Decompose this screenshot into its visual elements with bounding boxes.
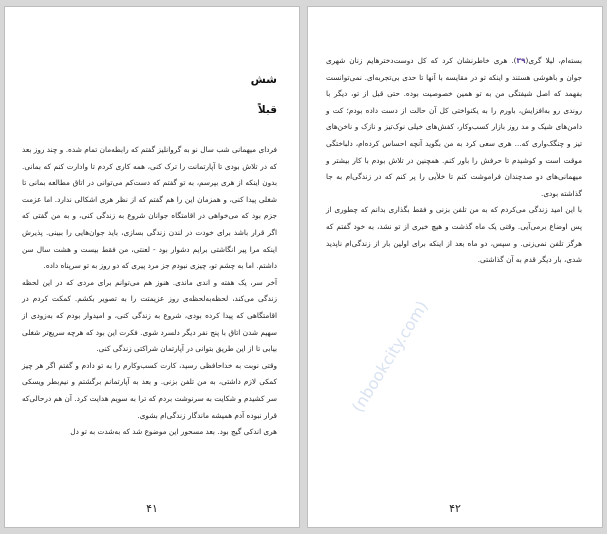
left-paragraph-2: آخر سر، یک هفته و اندی ماندی. هنوز هم می‌توانم برای مردی که در این لحظه زندگی می‌کند، لحظه‌به‌لحظه‌ی روز عزیمتت را به تصویر بکشم. کمکت کردم در اقامتگاهی که پیدا کرده بودی، شروع به زندگی کنی، و امیدوار بودم که به‌زودی از سهیم شدن اتاق با پنج نفر دیگر دلسرد شوی. فکرت این بود که هرچه سریع‌تر شغلی بیابی تا از این طریق بتوانی در آپارتمان شراکتی زندگی کنی. [22,277,277,354]
footnote-marker[interactable]: ۳۹ [516,56,526,65]
left-page-number: ۴۱ [146,502,158,515]
right-page-body [326,53,582,269]
left-paragraph-4: هری اندکی گیج بود. بعد مسحور این موضوع شد که به‌شدت به تو دل [70,427,277,437]
right-paragraph-1-start: بسته‌ام، لیلا گری( [525,56,583,65]
right-paragraph-2: با این امید زندگی می‌کردم که به من تلفن بزنی و فقط بگذاری بدانم که چطوری از پس اوضاع برمی‌آیی. وقتی یک ماه گذشت و هیچ خبری از تو نشد، به خود گفتم که هرگز تلفن نمی‌زنی. و سپس، دو ماه بعد از اینکه برای اولین بار از زندگی‌ام ناپدید شدی، بار دیگر قدم به آن گذاشتی. [326,205,582,265]
right-page-number: ۴۲ [449,502,461,515]
right-book-page [307,6,603,528]
chapter-number: شش [250,73,277,86]
left-paragraph-1: فردای میهمانی شب سال نو به گروانلیز گفتم که رابطه‌مان تمام شده. و چند روز بعد که در تلاش بودی تا آپارتمانت را ترک کنی، همه کاری کردم تا وادارت کنم که بمانی. بدون اینکه از هری بپرسم، به تو گفتم که دست‌کم می‌توانی در اتاق مطالعه بمانی تا شغلی پیدا کنی، و همزمان این را هم گفتم که از نظر هری اشکالی ندارد. اما عزمت جزم بود که می‌خواهی در اقامتگاه جوانان شروع به زندگی کنی، و به من گفتی که اگر قرار باشد برای خودت در لندن زندگی بسازی، باید جوان‌هایی را ببینی. پذیرش اینکه مرا پیر انگاشتی برایم دشوار بود - لعنتی، من فقط بیست و هشت سال سن داشتم. اما به چشم تو، چیزی نبودم جز مرد پیری که دو روز به تو سرپناه داده. [22,145,277,271]
left-page-body [22,142,277,441]
left-paragraph-3: وقتی نوبت به خداحافظی رسید، کارت کسب‌وکارم را به تو دادم و گفتم اگر هر چیز کمکی لازم داشتی، به من تلفن بزنی. و بعد به آپارتمانم برگشتم و نیم‌بطر ویسکی سر کشیدم و شکایت به سرنوشت بردم که ترا به سویم هدایت کرد. آن هم درحالی‌که قرار نبوده آدم همیشه ماندگار زندگی‌ام بشوی. [22,360,277,420]
right-paragraph-1-end: ). هری خاطرنشان کرد که کل دوست‌دخترهایم زنان شهری جوان و باهوشی هستند و اینکه تو در مقایسه با آنها تا حدی بی‌تجربه‌ای. نمی‌توانست بفهمد که اصل شیفتگی من به تو همین خصوصیت بوده. حتی قبل از تو، دیگر با روندی رو به‌افزایش، باورم را به یکنواختی کل آن حالت از دست داده بودم؛ کت و دامن‌های شیک و مد روز بازار کسب‌وکار، کفش‌های خیلی نوک‌تیز و نازک و ناخن‌های تیز و چنگک‌واری که... هری سعی کرد به من بگوید آنچه احساس کرده‌ام، دلباختگی موقت است و کوشیدم تا حرفش را باور کنم. همچنین در تلاش بودم با کار بیشتر و میهمانی‌های دو صدچندان فراموشت کنم تا خلأیی را پر کنم که در زندگی‌ام به جا گذاشته بودی. [326,56,582,198]
section-title: قبلاً [257,104,277,116]
right-paragraph-1 [326,53,582,202]
watermark: (nbookcity.com) [347,297,432,416]
left-book-page [4,6,300,528]
